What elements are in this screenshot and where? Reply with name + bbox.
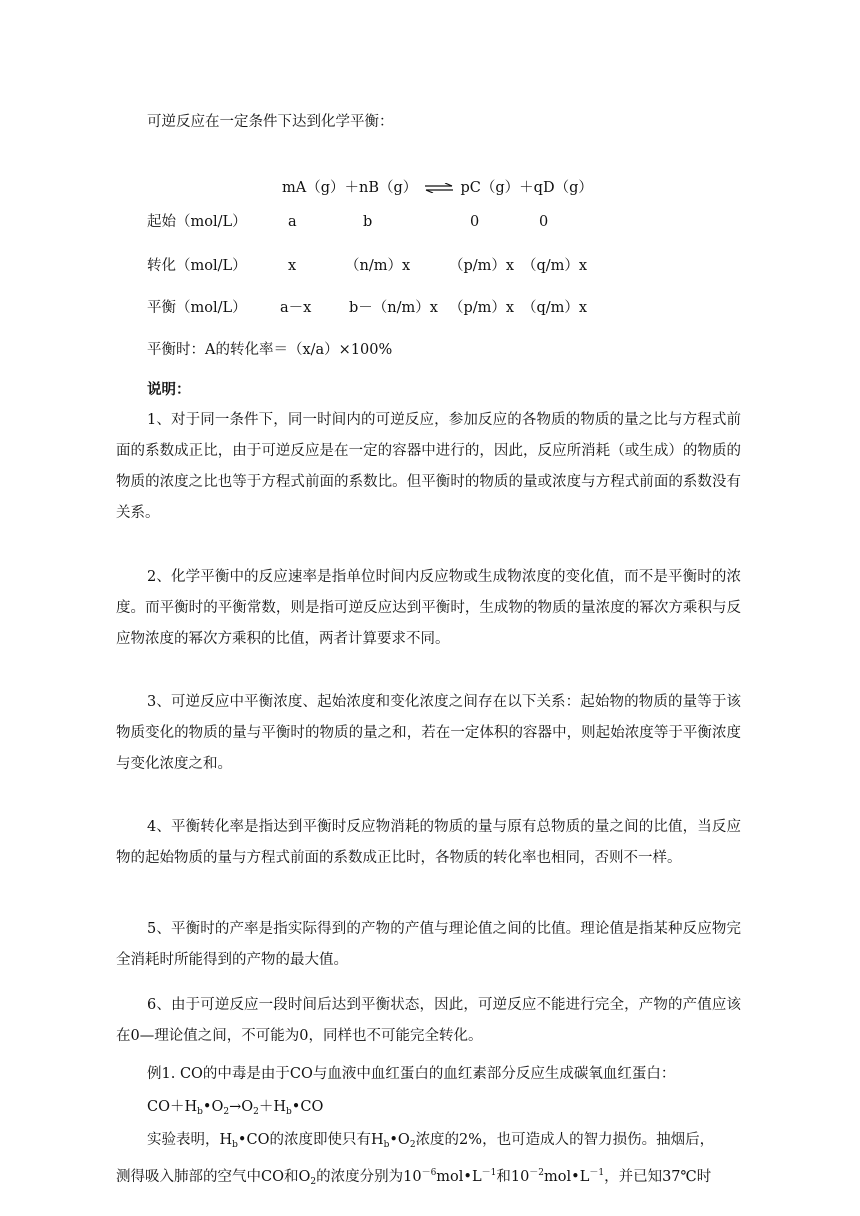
- reaction-sub: b: [197, 1107, 203, 1117]
- reaction-text: ＋H: [258, 1099, 287, 1115]
- reaction-equation: [282, 178, 593, 198]
- body-sup: －1: [589, 1168, 605, 1178]
- cell-d: 0: [539, 214, 549, 230]
- reaction-text: •O: [202, 1099, 224, 1115]
- cell-d: （q/m）x: [522, 300, 588, 316]
- reaction-text: •CO: [291, 1099, 324, 1115]
- example-intro: 例1. CO的中毒是由于CO与血液中血红蛋白的血红素部分反应生成碳氧血红蛋白：: [147, 1066, 676, 1082]
- cell-c: （p/m）x: [449, 300, 515, 316]
- paragraph-2: 2、化学平衡中的反应速率是指单位时间内反应物或生成物浓度的变化值，而不是平衡时的浓度。而平衡时的平衡常数，则是指可逆反应达到平衡时，生成物的物质的量浓度的幂次方乘积与反应物浓度的幂次方乘积的比值，两者计算要求不同。: [116, 569, 741, 647]
- equation-right: pC（g）＋qD（g）: [460, 180, 593, 196]
- paragraph-3: 3、可逆反应中平衡浓度、起始浓度和变化浓度之间存在以下关系：起始物的物质的量等于该物质变化的物质的量与平衡时的物质的量之和，若在一定体积的容器中，则起始浓度等于平衡浓度与变化浓度之和。: [116, 694, 741, 772]
- example-body-line-2: [116, 1163, 711, 1192]
- paragraph-1: 1、对于同一条件下，同一时间内的可逆反应，参加反应的各物质的物质的量之比与方程式前面的系数成正比，由于可逆反应是在一定的容器中进行的，因此，反应所消耗（或生成）的物质的物质的浓度之比也等于方程式前面的系数比。但平衡时的物质的量或浓度与方程式前面的系数没有关系。: [116, 412, 741, 521]
- body-sub: 2: [409, 1140, 416, 1150]
- body-sub: 2: [310, 1177, 317, 1187]
- body-sub: b: [232, 1140, 238, 1150]
- paragraph-5: 5、平衡时的产率是指实际得到的产物的产值与理论值之间的比值。理论值是指某种反应物完全消耗时所能得到的产物的最大值。: [116, 921, 741, 968]
- cell-a: a: [288, 214, 297, 230]
- body-sup: －6: [421, 1168, 437, 1178]
- example-body-line-1: [147, 1130, 714, 1155]
- explain-title: 说明：: [147, 381, 191, 398]
- body-text: mol•L: [544, 1169, 590, 1185]
- body-text: 和10: [496, 1169, 530, 1185]
- row-label: 起始（mol/L）: [147, 214, 247, 230]
- cell-d: （q/m）x: [522, 258, 588, 274]
- cell-b: b: [363, 214, 373, 230]
- cell-a: x: [288, 258, 297, 274]
- row-label: 转化（mol/L）: [147, 258, 247, 274]
- body-text: mol•L: [436, 1169, 482, 1185]
- body-text: 测得吸入肺部的空气中CO和O: [116, 1169, 311, 1185]
- cell-b: b－（n/m）x: [349, 300, 438, 316]
- cell-b: （n/m）x: [345, 258, 411, 274]
- reaction-sub: 2: [253, 1107, 259, 1117]
- body-text: •O: [389, 1132, 410, 1148]
- body-sub: b: [383, 1140, 390, 1150]
- reaction-sub: b: [286, 1107, 292, 1117]
- row-label: 平衡（mol/L）: [147, 300, 247, 316]
- example-reaction: [147, 1097, 323, 1122]
- cell-c: 0: [470, 214, 480, 230]
- body-sup: －1: [481, 1168, 497, 1178]
- reaction-sub: 2: [223, 1107, 230, 1117]
- body-text: 的浓度分别为10: [316, 1169, 422, 1185]
- reaction-text: CO＋H: [147, 1099, 198, 1115]
- conversion-formula: 平衡时：A的转化率＝（x/a）×100%: [147, 342, 393, 358]
- equilibrium-arrow-icon: [425, 183, 453, 193]
- body-text: •CO的浓度即使只有H: [237, 1132, 384, 1148]
- body-text: 实验表明，H: [147, 1132, 233, 1148]
- paragraph-4: 4、平衡转化率是指达到平衡时反应物消耗的物质的量与原有总物质的量之间的比值，当反应物的起始物质的量与方程式前面的系数成正比时，各物质的转化率也相同，否则不一样。: [116, 819, 741, 866]
- equation-left: mA（g）＋nB（g）: [282, 180, 418, 196]
- cell-a: a－x: [280, 300, 312, 316]
- cell-c: （p/m）x: [449, 258, 515, 274]
- body-sup: －2: [529, 1168, 545, 1178]
- reaction-text: →O: [229, 1099, 254, 1115]
- intro-text: 可逆反应在一定条件下达到化学平衡：: [147, 114, 394, 130]
- body-text: 浓度的2%，也可造成人的智力损伤。抽烟后，: [415, 1132, 715, 1148]
- body-text: ，并已知37℃时: [604, 1169, 712, 1185]
- paragraph-6: 6、由于可逆反应一段时间后达到平衡状态，因此，可逆反应不能进行完全，产物的产值应该在0—理论值之间，不可能为0，同样也不可能完全转化。: [116, 997, 741, 1044]
